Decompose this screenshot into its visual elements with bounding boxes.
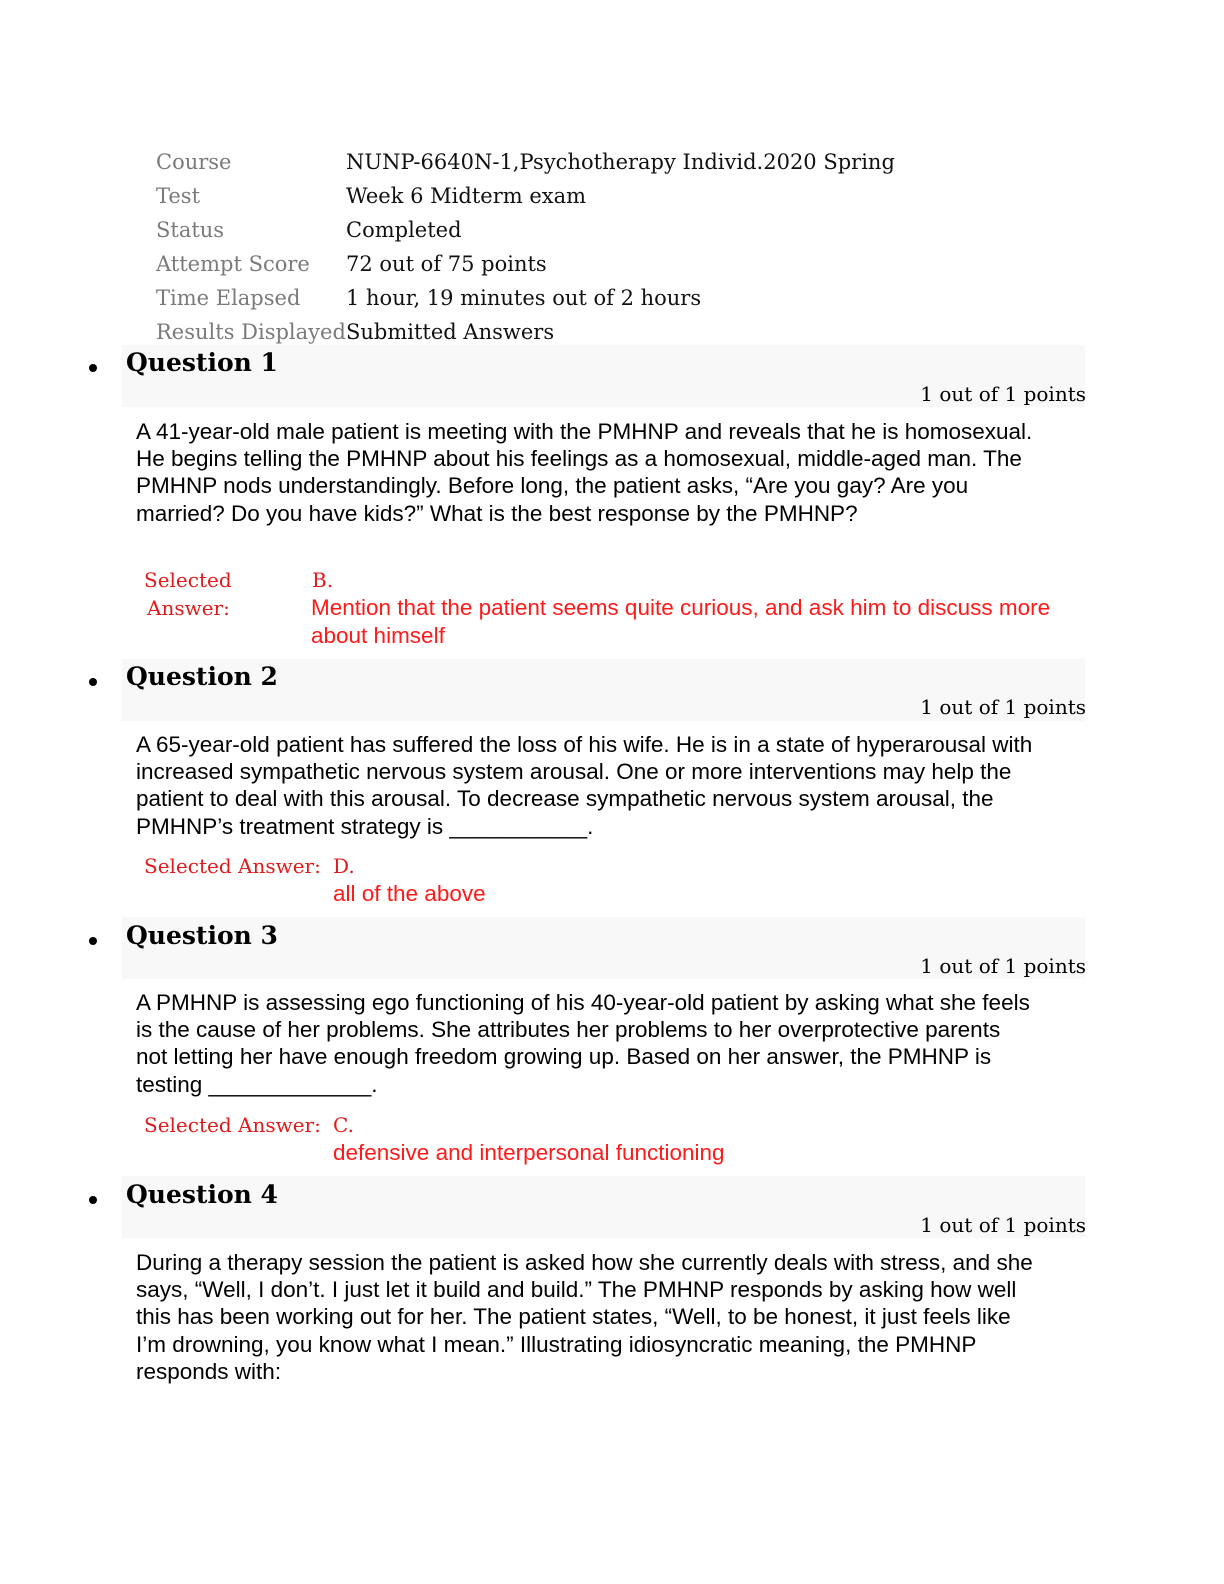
question-title: Question 3 [126, 921, 278, 950]
selected-answer-text: Mention that the patient seems quite curious, and ask him to discuss more about himself [311, 595, 1051, 648]
course-row [156, 145, 895, 179]
question-points: 1 out of 1 points [920, 382, 1086, 406]
selected-answer-letter: D. [333, 854, 355, 878]
test-label: Test [156, 184, 201, 208]
selected-answer-text: defensive and interpersonal functioning [333, 1140, 725, 1165]
question-title: Question 1 [126, 348, 278, 377]
time-value: 1 hour, 19 minutes out of 2 hours [346, 286, 702, 310]
bullet-icon [89, 678, 97, 686]
question-text: A 65-year-old patient has suffered the loss of his wife. He is in a state of hyperarousal with increased sympathetic nervous system arousal. One or more interventions may help the patient to deal with this arousal. To decrease sympathetic nervous system arousal, the PMHNP’s treatment strategy is ___________. [136, 732, 1033, 839]
bullet-icon [89, 364, 97, 372]
question-text: A 41-year-old male patient is meeting with the PMHNP and reveals that he is homosexual. He begins telling the PMHNP about his feelings as a homosexual, middle-aged man. The PMHNP nods understandingly. Before long, the patient asks, “Are you gay? Are you married? Do you have kids?” What is the best response by the PMHNP? [136, 419, 1033, 526]
selected-answer-label: Selected Answer: [144, 854, 321, 878]
course-value: NUNP-6640N-1,Psychotherapy Individ.2020 Spring [346, 150, 895, 174]
question-title: Question 2 [126, 662, 278, 691]
question-points: 1 out of 1 points [920, 1213, 1086, 1237]
selected-answer-letter: B. [312, 568, 334, 592]
question-points: 1 out of 1 points [920, 954, 1086, 978]
selected-answer-label-line2: Answer: [147, 596, 230, 620]
question-text: A PMHNP is assessing ego functioning of his 40-year-old patient by asking what she feels is the cause of her problems. She attributes her problems to her overprotective parents not letting her have enough freedom growing up. Based on her answer, the PMHNP is testing _____________. [136, 990, 1030, 1097]
score-label: Attempt Score [156, 252, 310, 276]
selected-answer-letter: C. [333, 1113, 354, 1137]
score-row [156, 247, 895, 281]
question-points: 1 out of 1 points [920, 695, 1086, 719]
score-value: 72 out of 75 points [346, 252, 547, 276]
test-value: Week 6 Midterm exam [346, 184, 587, 208]
results-row [156, 315, 895, 349]
results-label: Results Displayed [156, 320, 346, 344]
test-info-table [156, 145, 895, 349]
bullet-icon [89, 937, 97, 945]
time-label: Time Elapsed [156, 286, 301, 310]
time-row [156, 281, 895, 315]
course-label: Course [156, 150, 232, 174]
bullet-icon [89, 1196, 97, 1204]
status-row [156, 213, 895, 247]
test-row [156, 179, 895, 213]
selected-answer-label: Selected [144, 568, 232, 592]
status-value: Completed [346, 218, 462, 242]
status-label: Status [156, 218, 225, 242]
question-title: Question 4 [126, 1180, 278, 1209]
question-text: During a therapy session the patient is asked how she currently deals with stress, and she says, “Well, I don’t. I just let it build and build.” The PMHNP responds by asking how well this has been working out for her. The patient states, “Well, to be honest, it just feels like I’m drowning, you know what I mean.” Illustrating idiosyncratic meaning, the PMHNP responds with: [136, 1250, 1033, 1384]
results-value: Submitted Answers [346, 320, 555, 344]
selected-answer-text: all of the above [333, 881, 486, 906]
selected-answer-label: Selected Answer: [144, 1113, 321, 1137]
